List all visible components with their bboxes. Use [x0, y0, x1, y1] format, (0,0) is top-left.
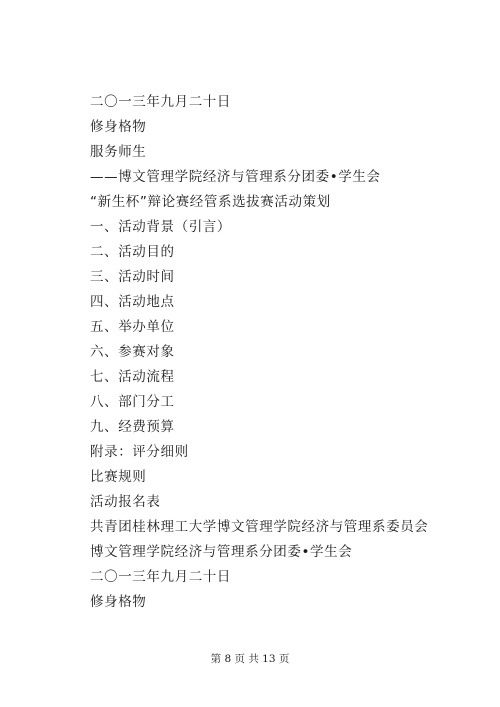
date-line: 二〇一三年九月二十日 — [90, 569, 231, 585]
outline-item: 七、活动流程 — [90, 369, 175, 385]
organizer-line: 博文管理学院经济与管理系分团委•学生会 — [90, 544, 353, 560]
page-number-footer: 第 8 页 共 13 页 — [210, 653, 290, 665]
motto-line: 修身格物 — [90, 119, 147, 135]
organizer-line: 共青团桂林理工大学博文管理学院经济与管理系委员会 — [90, 519, 429, 535]
motto-line: 服务师生 — [90, 144, 147, 160]
outline-item: 八、部门分工 — [90, 394, 175, 410]
outline-item: 三、活动时间 — [90, 269, 175, 285]
appendix-line: 附录：评分细则 — [90, 444, 189, 460]
outline-item: 九、经费预算 — [90, 419, 175, 435]
outline-item: 六、参赛对象 — [90, 344, 175, 360]
date-line: 二〇一三年九月二十日 — [90, 94, 231, 110]
document-body — [90, 90, 430, 615]
outline-item: 一、活动背景（引言） — [90, 219, 231, 235]
outline-item: 四、活动地点 — [90, 294, 175, 310]
document-title: “新生杯”辩论赛经管系选拔赛活动策划 — [90, 194, 331, 210]
appendix-line: 比赛规则 — [90, 469, 147, 485]
organizer-line: ——博文管理学院经济与管理系分团委•学生会 — [90, 169, 381, 185]
motto-line: 修身格物 — [90, 594, 147, 610]
outline-item: 二、活动目的 — [90, 244, 175, 260]
outline-item: 五、举办单位 — [90, 319, 175, 335]
appendix-line: 活动报名表 — [90, 494, 161, 510]
